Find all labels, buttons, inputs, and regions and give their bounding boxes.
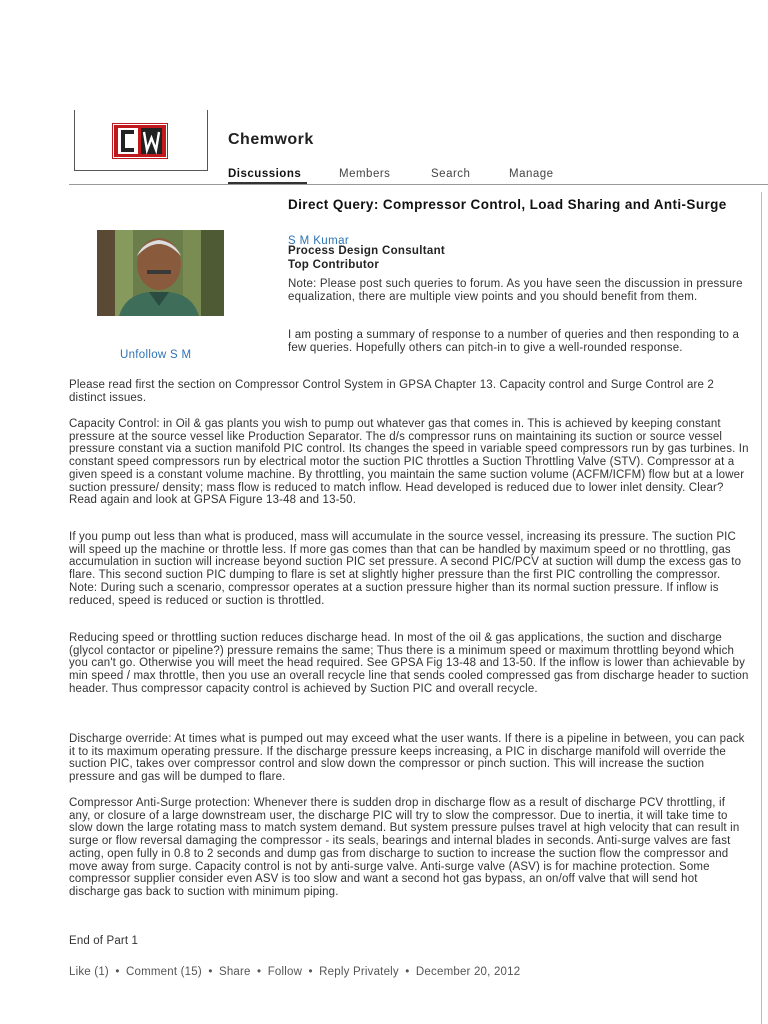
- post-intro-paragraph: I am posting a summary of response to a number of queries and then responding to a few queries. Hopefully others can pitch-in to give a well-rounded response.: [288, 329, 740, 354]
- content-right-border: [761, 192, 762, 1024]
- author-photo: [97, 230, 224, 316]
- tab-search[interactable]: Search: [431, 168, 471, 180]
- post-actions-bar: [69, 966, 520, 978]
- separator: •: [115, 966, 120, 978]
- post-paragraph: Discharge override: At times what is pumped out may exceed what the user wants. If there is a pipeline in between, you can pack it to its maximum operating pressure. If the discharge pressure keeps increasing, a PIC in discharge manifold will override the suction PIC, takes over compressor control and slow down the compressor or pinch suction. This will increase the suction pressure and gas will be dumped to flare.: [69, 733, 745, 784]
- separator: •: [257, 966, 262, 978]
- separator: •: [208, 966, 213, 978]
- tab-manage[interactable]: Manage: [509, 168, 554, 180]
- separator: •: [405, 966, 410, 978]
- share-link[interactable]: Share: [218, 966, 251, 978]
- author-name-link[interactable]: S M Kumar: [288, 235, 350, 247]
- post-paragraph: Please read first the section on Compressor Control System in GPSA Chapter 13. Capacity control and Surge Control are 2 distinct issues.: [69, 379, 714, 404]
- chemwork-logo-icon: [112, 123, 168, 159]
- unfollow-author-link[interactable]: Unfollow S M: [120, 349, 192, 361]
- post-title: Direct Query: Compressor Control, Load Sharing and Anti-Surge: [288, 197, 727, 212]
- post-paragraph: Compressor Anti-Surge protection: Whenever there is sudden drop in discharge flow as a result of discharge PCV throttling, if any, or closure of a large downstream user, the discharge PIC will try to slow the compressor. Due to inertia, it will take time to slow down the large rotating mass to match system demand. But system pressure pulses travel at high velocity that can result in surge or flow reversal damaging the compressor - its seals, bearings and internal blades in seconds. Anti-surge valves are fast acting, open fully in 0.8 to 2 seconds and dump gas from discharge to suction to increase the suction flow the compressor and move away from surge. Capacity control is not by anti-surge valve. Anti-surge valve (ASV) is for machine protection. Some compressor supplier consider even ASV is too slow and want a second hot gas bypass, an on/off valve that will send hot discharge gas back to suction with minimum piping.: [69, 797, 740, 898]
- author-avatar[interactable]: [97, 230, 224, 316]
- like-link[interactable]: Like (1): [69, 966, 109, 978]
- author-badge: Top Contributor: [288, 259, 380, 271]
- comment-link[interactable]: Comment (15): [126, 966, 202, 978]
- post-paragraph: Reducing speed or throttling suction reduces discharge head. In most of the oil & gas applications, the suction and discharge (glycol contactor or pipeline?) pressure remains the same; Thus there is a minimum speed or maximum throttling beyond which you can't go. Otherwise you will meet the head required. See GPSA Fig 13-48 and 13-50. If the inflow is lower than achievable by min speed / max throttle, then you use an overall recycle line that sends cooled compressed gas from discharge header to suction header. Thus compressor capacity control is achieved by Suction PIC and overall recycle.: [69, 632, 749, 695]
- post-intro-paragraph: Note: Please post such queries to forum. As you have seen the discussion in pressure equalization, there are multiple view points and you should benefit from them.: [288, 278, 743, 303]
- post-paragraph: If you pump out less than what is produced, mass will accumulate in the source vessel, increasing its pressure. The suction PIC will speed up the machine or throttle less. If more gas comes than that can be handled by maximum speed or no throttling, gas accumulation in suction will increase beyond suction PIC set pressure. A second PIC/PCV at suction will dump the excess gas to flare. This second suction PIC dumping to flare is set at slightly higher pressure than the first PIC controlling the compressor. Note: During such a scenario, compressor operates at a suction pressure higher than its normal suction pressure. If inflow is reduced, speed is reduced or suction is throttled.: [69, 531, 742, 607]
- group-logo-box[interactable]: [74, 110, 208, 171]
- group-name[interactable]: Chemwork: [228, 131, 314, 148]
- separator: •: [308, 966, 313, 978]
- tab-discussions[interactable]: Discussions: [228, 168, 302, 180]
- post-paragraph: Capacity Control: in Oil & gas plants you wish to pump out whatever gas that comes in. This is achieved by keeping constant pressure at the source vessel like Production Separator. The d/s compressor runs on maintaining its suction or source vessel pressure constant via a suction manifold PIC control. Its changes the speed in variable speed compressors run by gas turbines. In constant speed compressors run by electrical motor the suction PIC throttles a Suction Throttling Valve (STV). Compressor at a given speed is a constant volume machine. By throttling, you maintain the same suction volume (ACFM/ICFM) flow but at a lower suction pressure/ density; mass flow is reduced to match inflow. Head developed is reduced due to lower inlet density. Clear? Read again and look at GPSA Figure 13-48 and 13-50.: [69, 418, 749, 507]
- post-paragraph: End of Part 1: [69, 935, 139, 947]
- post-date: December 20, 2012: [415, 966, 521, 978]
- author-role: Process Design Consultant: [288, 245, 446, 257]
- follow-link[interactable]: Follow: [267, 966, 303, 978]
- reply-privately-link[interactable]: Reply Privately: [319, 966, 399, 978]
- tab-members[interactable]: Members: [339, 168, 391, 180]
- header-divider: [69, 184, 768, 185]
